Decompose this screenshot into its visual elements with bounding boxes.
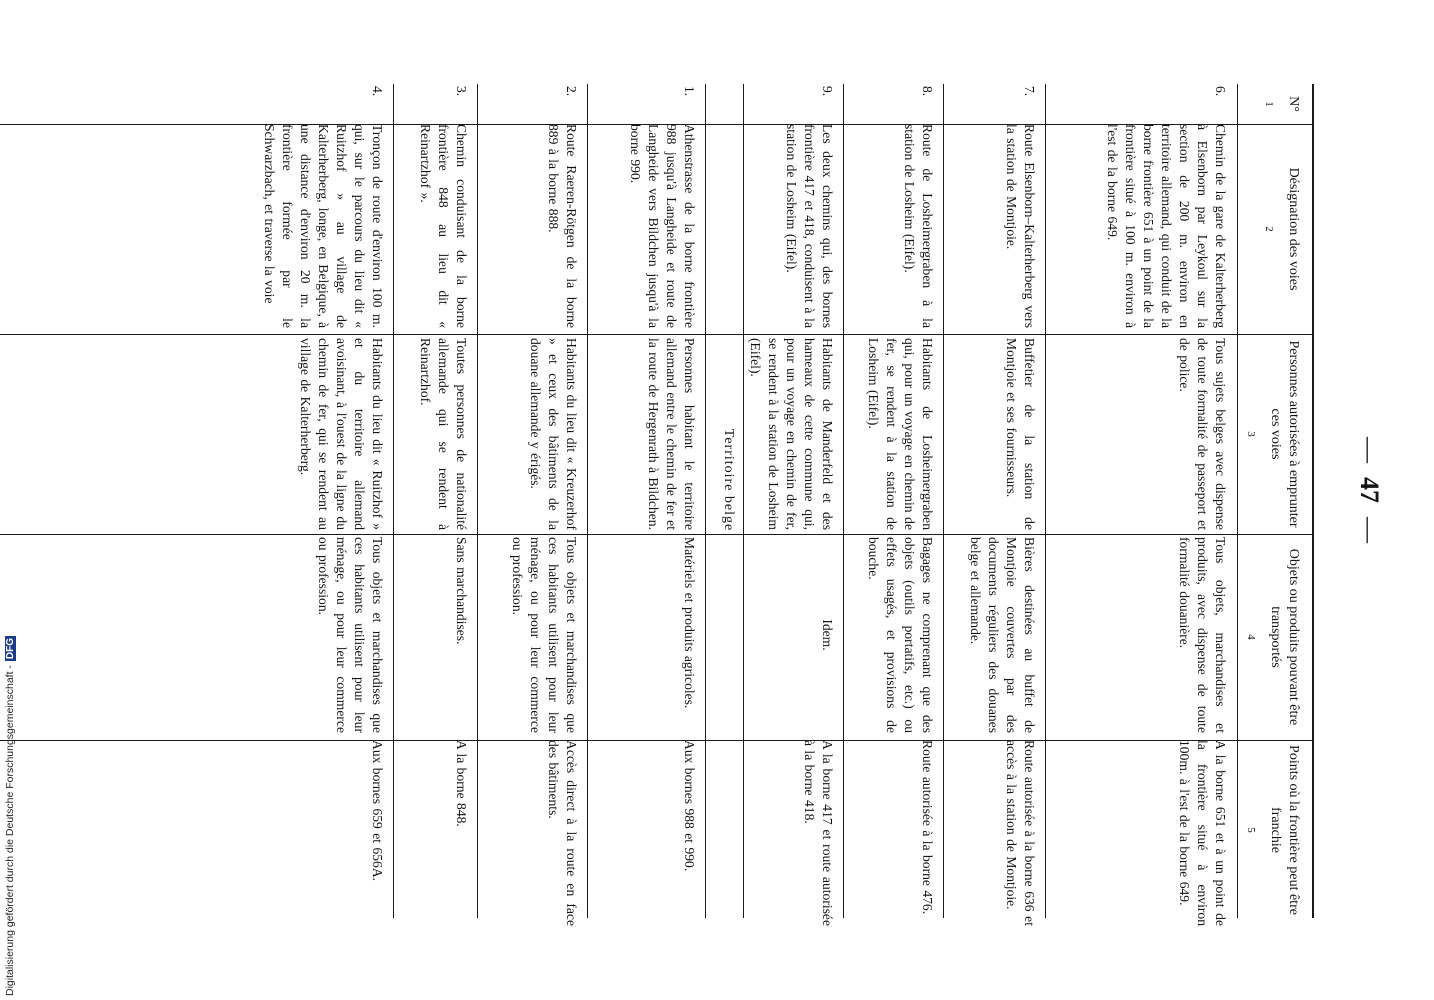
- header-cell-n: N° 1: [1263, 96, 1301, 112]
- row-rule: [705, 84, 706, 918]
- page-number-value: 47: [1355, 477, 1384, 503]
- row-rule: [1045, 84, 1046, 918]
- section-title: Territoire belge: [721, 428, 736, 532]
- col-divider: [0, 534, 1314, 535]
- dfg-credit-text: Digitalisierung gefördert durch die Deutsche Forschungsgemeinschaft -: [4, 665, 16, 996]
- header-cell-points: Points où la frontière peut être franchie 5: [1245, 745, 1301, 915]
- col-divider: [0, 334, 1314, 335]
- header-cell-voies: Désignation des voies 2: [1263, 167, 1301, 291]
- row-rule: [843, 84, 844, 918]
- dfg-logo: DFG: [5, 637, 16, 660]
- row-rule: [393, 84, 394, 918]
- row-rule: [477, 84, 478, 918]
- dfg-footer-strip: [0, 0, 20, 1000]
- header-cell-objets: Objets ou produits pouvant être transportés 4: [1245, 548, 1301, 726]
- header-bottom-rule: [1237, 84, 1238, 918]
- rotated-document: —47— N° 1 Désignation des voies 2 Personnes autorisées à emprunter ces voies 3 Objets ou produits pouvant être transportés 4 Points où la frontière peut être franchie 5 6. Chemin de la gare de Kalterherberg à Elsenborn par Leykoul sur la section de 200 m. environ en territoire allemand, qui conduit de la borne frontière 651 à un point de la frontière situé à 100 m. environ à l'est de la borne 649. Tous sujets belges avec dispense de toute formalité de passeport et de police. Tous objets, marchandises et produits, avec dispense de toute formalité douanière. A la borne 651 et à un point de la frontière situé à environ 100m. à l'est de la borne 649. 7. Route Elsenborn–Kalterherberg vers la station de Montjoie. Buffetier de la station de Montjoie et ses fournisseurs. Bières destinées au buffet de Montjoie couvertes par des documents réguliers des douanes belge et allemande. Route autorisée à la borne 636 et accès à la station de Montjoie. 8. Route de Losheimergraben à la station de Losheim (Eifel). Habitants de Losheimergraben qui, pour un voyage en chemin de fer, se rendent à la station de Losheim (Eifel). Bagages ne comprenant que des objets (outils portatifs, etc.) ou effets usagés, et provisions de bouche. Route autorisée à la borne 476. 9. Les deux chemins qui, des bornes frontière 417 et 418, conduisent à la station de Losheim (Eifel). Habitants de Manderfeld et des hameaux de cette commune qui, pour un voyage en chemin de fer, se rendent à la station de Losheim (Eifel). Idem. A la borne 417 et route autorisée à la borne 418. Territoire belge 1. Athenstrasse de la borne frontière 988 jusqu'à Langheide et route de Langheide vers Bildchen jusqu'à la borne 990. Personnes habitant le territoire allemand entre le chemin de fer et la route de Hergenrath à Bildchen. Matériels et produits agricoles. Aux bornes 988 et 990. 2. Route Raeren-Rötgen de la borne 889 à la borne 888. Habitants du lieu dit « Kreuzerhof » et ceux des bâtiments de la douane allemande y érigés. Tous objets et marchandises que ces habitants utilisent pour leur ménage, ou pour leur commerce ou profession. Accès direct à la route en face des bâtiments. 3. Chemin conduisant de la borne frontière 848 au lieu dit « Reinartzhof ». Toutes personnes de nationalité allemande qui se rendent à Reinartzhof. Sans marchandises. A la borne 848. 4. Tronçon de route d'environ 100 m. qui, sur le parcours du lieu dit « Ruitzhof » au village de Kalterherberg, longe, en Belgique, à une distance d'environ 20 m. la frontière formée par le Schwarzbach, et traverse la voie Habitants du lieu dit « Ruitzhof » et du territoire allemand avoisinant, à l'ouest de la ligne du chemin de fer, qui se rendent au village de Kalterherberg. Tous objets et marchandises que ces habitants utilisent pour leur ménage, ou pour leur commerce ou profession. Aux bornes 659 et 656A.: [0, 0, 1434, 1000]
- header-cell-personnes: Personnes autorisées à emprunter ces voies 3: [1245, 340, 1301, 528]
- row-rule: [943, 84, 944, 918]
- page-number: —47—: [1355, 437, 1384, 543]
- row-rule: [587, 84, 588, 918]
- row-rule: [743, 84, 744, 918]
- col-divider: [0, 740, 1314, 741]
- table-top-rule: [1312, 84, 1314, 918]
